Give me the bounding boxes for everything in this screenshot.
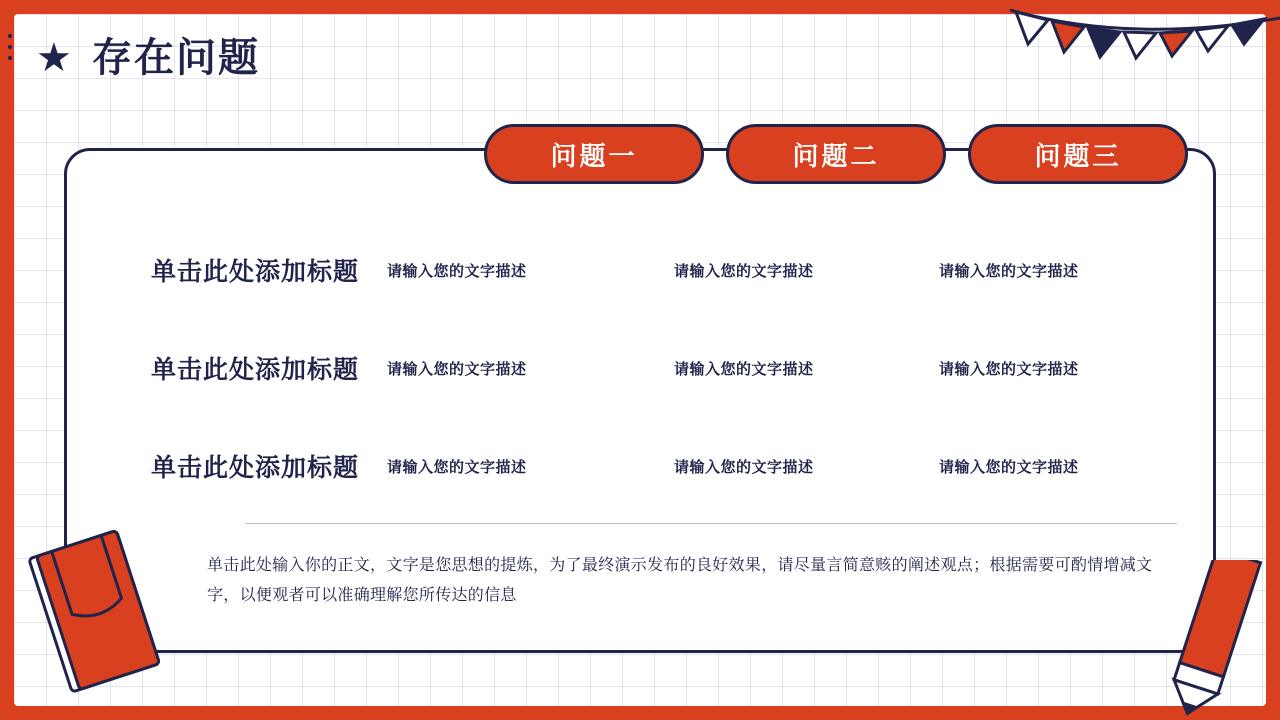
- title-dots-decoration: [8, 34, 18, 60]
- tab-problem-3[interactable]: 问题三: [968, 124, 1188, 184]
- row-title[interactable]: 单击此处添加标题: [151, 356, 360, 384]
- row-cell[interactable]: 请输入您的文字描述: [939, 262, 1079, 280]
- star-icon: ★: [36, 36, 72, 80]
- table-row: [89, 417, 1191, 515]
- table-row: [89, 221, 1191, 319]
- tab-problem-1[interactable]: 问题一: [484, 124, 704, 184]
- tab-bar: [484, 124, 1188, 184]
- row-cell[interactable]: 请输入您的文字描述: [674, 458, 814, 476]
- body-paragraph[interactable]: 单击此处输入你的正文，文字是您思想的提炼，为了最终演示发布的良好效果，请尽量言简意赅的阐述观点；根据需要可酌情增减文字，以便观者可以准确理解您所传达的信息: [207, 557, 1153, 604]
- page-title-row: [36, 38, 260, 78]
- divider: [245, 523, 1177, 524]
- pencil-icon: [1142, 560, 1272, 720]
- row-title[interactable]: 单击此处添加标题: [151, 258, 360, 286]
- row-cell[interactable]: 请输入您的文字描述: [674, 360, 814, 378]
- row-cell[interactable]: 请输入您的文字描述: [387, 262, 527, 280]
- row-cell[interactable]: 请输入您的文字描述: [939, 360, 1079, 378]
- row-cell[interactable]: 请输入您的文字描述: [387, 360, 527, 378]
- row-cell[interactable]: 请输入您的文字描述: [674, 262, 814, 280]
- tab-problem-2[interactable]: 问题二: [726, 124, 946, 184]
- page-title: 存在问题: [92, 36, 260, 80]
- row-cell[interactable]: 请输入您的文字描述: [387, 458, 527, 476]
- row-cell[interactable]: 请输入您的文字描述: [939, 458, 1079, 476]
- content-card: [64, 148, 1216, 653]
- book-icon: [28, 510, 168, 710]
- table-row: [89, 319, 1191, 417]
- bunting-flags-icon: [980, 0, 1280, 110]
- content-rows: [89, 221, 1191, 515]
- row-title[interactable]: 单击此处添加标题: [151, 454, 360, 482]
